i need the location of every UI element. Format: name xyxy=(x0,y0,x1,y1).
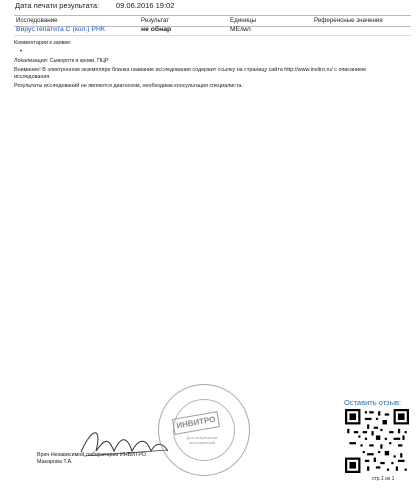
print-date-value: 09.06.2016 19:02 xyxy=(116,1,175,10)
laboratory-stamp xyxy=(158,384,250,476)
stamp-text: Для результатов исследований xyxy=(186,435,218,445)
doctor-signature xyxy=(78,420,170,468)
column-units: Единицы xyxy=(230,17,257,24)
attention-text: Внимание! В электронном экземпляре бланка название исследования содержит ссылку на страницу сайта http://www.invitro.ru/ с описанием исследования. xyxy=(14,67,366,80)
doctor-label: Врач Независимой лаборатории ИНВИТРО xyxy=(37,452,147,458)
test-result: не обнар xyxy=(141,26,172,33)
qr-code-icon[interactable] xyxy=(345,409,409,473)
comments-label: Комментарии к заявке: xyxy=(14,40,72,46)
test-name-link[interactable]: Вирус гепатита С (кол.) РНК xyxy=(16,26,105,33)
localization-text: Локализация: Сыворотк я крови, ПЦР xyxy=(14,58,109,64)
table-row xyxy=(14,26,411,36)
column-result: Результат xyxy=(141,17,170,24)
doctor-name: Макарова Т.А. xyxy=(37,459,73,465)
column-test: Исследование xyxy=(16,17,58,24)
page-number: стр.1 из 1 xyxy=(372,476,395,482)
review-title: Оставить отзыв: xyxy=(344,398,402,407)
print-date-label: Дата печати результата: xyxy=(15,1,100,10)
test-units: МЕ/мл xyxy=(230,26,251,33)
disclaimer-text: Результаты исследований не являются диагнозом, необходима консультация специалиста. xyxy=(14,83,243,89)
stamp-brand: ИНВИТРО xyxy=(172,411,220,435)
column-reference: Референсные значения xyxy=(314,17,383,24)
comment-bullet: • xyxy=(20,49,23,55)
